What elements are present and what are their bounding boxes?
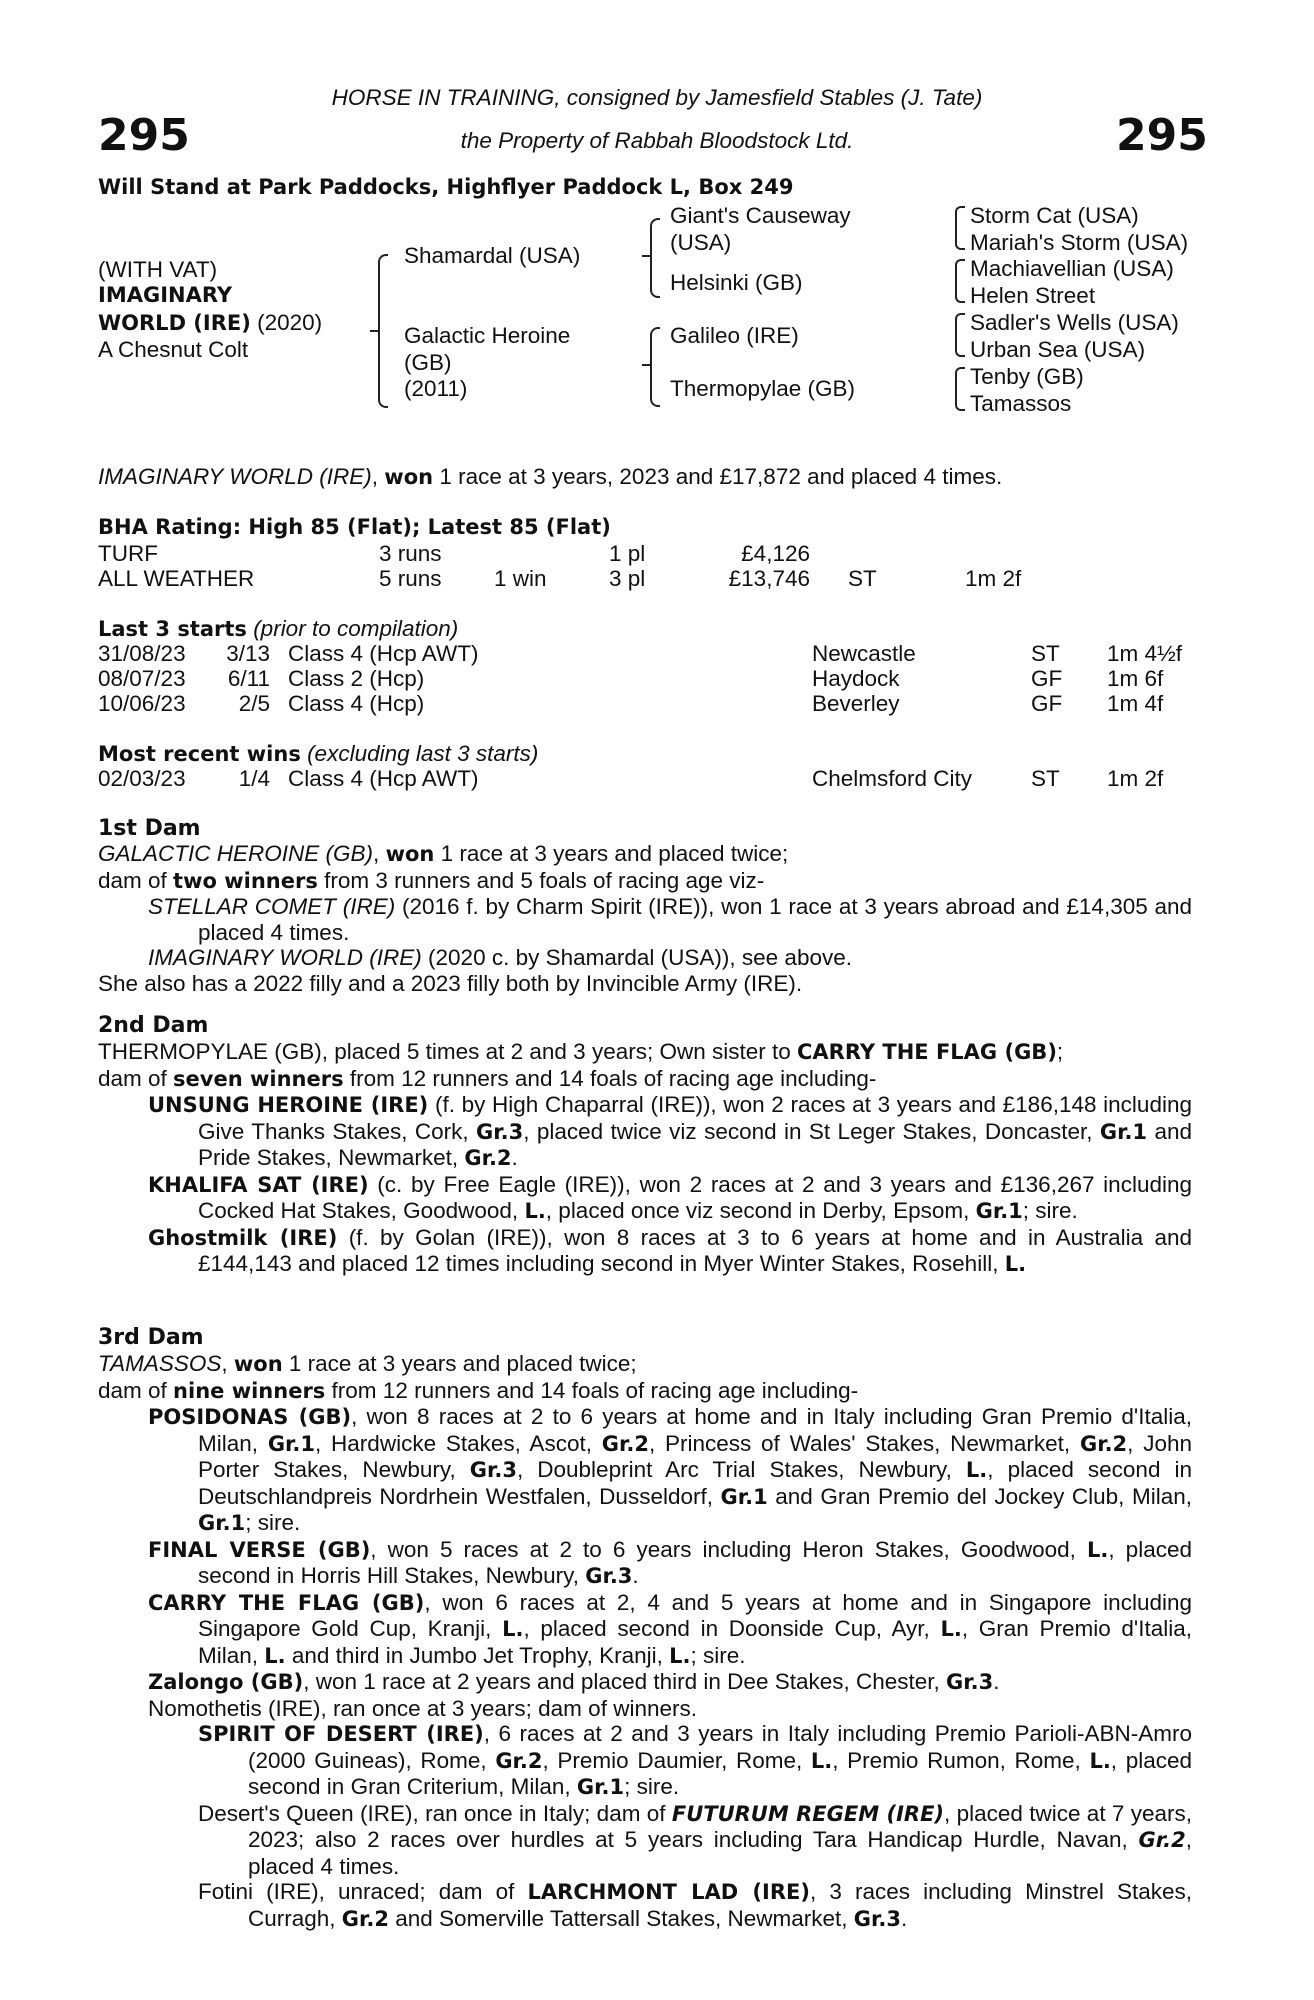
offspring-name: STELLAR COMET (IRE) bbox=[148, 894, 396, 919]
third-dam-offspring bbox=[98, 1669, 1192, 1696]
grade: L. bbox=[965, 1458, 988, 1482]
text: and Somerville Tattersall Stakes, Newmarket, bbox=[389, 1905, 854, 1931]
text: dam of bbox=[98, 1065, 174, 1091]
text: (f. by High Chaparral (IRE)), won 2 races at 3 years and £186,148 including Give Thanks Stakes, Cork, bbox=[198, 1092, 1192, 1144]
grade: L. bbox=[502, 1617, 524, 1641]
sire-dam: Helsinki (GB) bbox=[670, 270, 803, 295]
start-position: 2/5 bbox=[238, 691, 270, 716]
pedigree-brace-g3 bbox=[955, 313, 965, 357]
offspring-name: Ghostmilk (IRE) bbox=[148, 1225, 338, 1250]
third-dam-name: TAMASSOS bbox=[98, 1351, 222, 1376]
text: , placed twice at 7 years, 2023; also 2 races over hurdles at 5 years including Tara Handicap Hurdle, Navan, bbox=[248, 1800, 1192, 1852]
grade: Gr.3 bbox=[476, 1119, 524, 1144]
first-dam-rest: 1 race at 3 years and placed twice; bbox=[434, 841, 789, 866]
pedigree-brace-sire-tip bbox=[642, 255, 650, 257]
start-distance: 1m 6f bbox=[1107, 666, 1164, 691]
text: . bbox=[900, 1905, 908, 1931]
granddam-8: Tamassos bbox=[970, 391, 1072, 416]
text: , John Porter Stakes, Newbury, bbox=[198, 1430, 1192, 1482]
third-dam-winners: nine winners bbox=[173, 1378, 326, 1403]
bha-rating: BHA Rating: High 85 (Flat); Latest 85 (Flat) bbox=[98, 515, 611, 539]
third-dam-offspring: Nomothetis (IRE), ran once at 3 years; dam of winners. bbox=[148, 1695, 697, 1721]
first-dam-younger-stock: She also has a 2022 filly and a 2023 filly both by Invincible Army (IRE). bbox=[98, 970, 803, 996]
grade: Gr.1 bbox=[576, 1775, 625, 1799]
first-dam-offspring bbox=[98, 945, 1192, 971]
text: , won 1 race at 2 years and placed third in Dee Stakes, Chester, bbox=[303, 1669, 947, 1694]
vat-note: (WITH VAT) bbox=[98, 257, 218, 282]
grade: L. bbox=[1087, 1537, 1109, 1562]
grade: L. bbox=[1089, 1748, 1111, 1773]
second-dam-offspring bbox=[98, 1172, 1192, 1225]
offspring-record: (2016 f. by Charm Spirit (IRE)), won 1 race at 3 years abroad and £14,305 and placed 4 times. bbox=[198, 894, 1193, 945]
third-dam-produce bbox=[98, 1378, 1192, 1405]
first-dam-won: won bbox=[385, 842, 435, 866]
grade: Gr.1 bbox=[198, 1511, 246, 1535]
text: , Premio Daumier, Rome, bbox=[542, 1747, 811, 1773]
second-dam-winners: seven winners bbox=[173, 1066, 344, 1091]
text: , placed twice viz second in St Leger Stakes, Doncaster, bbox=[523, 1118, 1100, 1144]
grade: Gr.3 bbox=[946, 1670, 994, 1694]
text: ; sire. bbox=[1022, 1198, 1078, 1223]
offspring-record: (2020 c. by Shamardal (USA)), see above. bbox=[421, 945, 852, 970]
text: , Premio Rumon, Rome, bbox=[832, 1747, 1090, 1773]
grade: Gr.2 bbox=[464, 1146, 512, 1170]
lot-number-right: 295 bbox=[1116, 110, 1208, 161]
dam-name-line2: (GB) bbox=[404, 350, 452, 375]
text: , 6 races at 2 and 3 years in Italy including Premio Parioli-ABN-Amro (2000 Guineas), Rome, bbox=[248, 1721, 1192, 1773]
start-going: GF bbox=[1031, 691, 1063, 716]
offspring-name: LARCHMONT LAD (IRE) bbox=[527, 1880, 810, 1904]
race-summary: IMAGINARY WORLD (IRE), won 1 race at 3 years, 2023 and £17,872 and placed 4 times. bbox=[98, 464, 1003, 489]
text: from 12 runners and 14 foals of racing age including- bbox=[343, 1065, 877, 1091]
dam-dam: Thermopylae (GB) bbox=[670, 376, 856, 401]
first-dam-name: GALACTIC HEROINE (GB) bbox=[98, 841, 374, 866]
granddam-6: Urban Sea (USA) bbox=[970, 337, 1146, 362]
win-course: Chelmsford City bbox=[812, 766, 973, 791]
start-course: Beverley bbox=[812, 691, 900, 716]
second-dam-section bbox=[98, 1039, 1192, 1278]
second-dam-record bbox=[98, 1039, 1192, 1066]
text: , 3 races including Minstrel Stakes, Curragh, bbox=[248, 1879, 1193, 1931]
offspring-name: CARRY THE FLAG (GB) bbox=[148, 1590, 425, 1615]
horse-year: (2020) bbox=[250, 310, 323, 335]
start-position: 6/11 bbox=[227, 666, 270, 691]
pedigree-brace-g1 bbox=[955, 206, 965, 250]
first-dam-heading: 1st Dam bbox=[98, 816, 201, 841]
horse-name-line1: IMAGINARY bbox=[98, 283, 233, 307]
text: . bbox=[632, 1563, 639, 1588]
last-starts-title: Last 3 starts bbox=[98, 617, 247, 641]
record-prize: £4,126 bbox=[741, 541, 810, 566]
second-dam-offspring bbox=[98, 1092, 1192, 1172]
grade: Gr.2 bbox=[601, 1431, 649, 1456]
win-position: 1/4 bbox=[238, 766, 270, 791]
grade: L. bbox=[810, 1748, 833, 1773]
record-placed: 3 pl bbox=[609, 566, 646, 591]
offspring-name: FINAL VERSE (GB) bbox=[148, 1537, 371, 1562]
start-course: Haydock bbox=[812, 666, 900, 691]
text: , won 6 races at 2, 4 and 5 years at home and in Singapore including Singapore Gold Cup, Kranji, bbox=[198, 1589, 1192, 1641]
pedigree-brace-dam-tip bbox=[642, 364, 650, 366]
grand-offspring bbox=[98, 1721, 1192, 1801]
grade: Gr.2 bbox=[1079, 1431, 1128, 1456]
third-dam-offspring bbox=[98, 1590, 1192, 1670]
start-date: 31/08/23 bbox=[98, 641, 186, 666]
text: , placed second in Horris Hill Stakes, Newbury, bbox=[198, 1536, 1192, 1588]
text: ; sire. bbox=[624, 1774, 680, 1799]
first-dam-offspring bbox=[98, 894, 1192, 945]
third-dam-offspring bbox=[98, 1537, 1192, 1590]
sire-sire-line1: Giant's Causeway bbox=[670, 203, 851, 228]
text: dam of bbox=[98, 1377, 174, 1403]
summary-rest: 1 race at 3 years, 2023 and £17,872 and placed 4 times. bbox=[433, 464, 1003, 489]
third-dam-offspring bbox=[98, 1404, 1192, 1537]
summary-won: won bbox=[384, 465, 434, 489]
first-dam-winners: two winners bbox=[173, 868, 318, 893]
third-dam-record bbox=[98, 1351, 1192, 1378]
property-line: the Property of Rabbah Bloodstock Ltd. bbox=[460, 128, 854, 153]
text: . bbox=[511, 1145, 518, 1170]
win-distance: 1m 2f bbox=[1107, 766, 1164, 791]
third-dam-section bbox=[98, 1351, 1192, 1932]
text: from 12 runners and 14 foals of racing age including- bbox=[325, 1377, 859, 1403]
lot-number-left: 295 bbox=[98, 110, 190, 161]
grandsire-1: Storm Cat (USA) bbox=[970, 203, 1139, 228]
recent-wins-title: Most recent wins bbox=[98, 742, 301, 766]
start-class: Class 2 (Hcp) bbox=[288, 666, 425, 691]
start-date: 10/06/23 bbox=[98, 691, 186, 716]
text: , placed second in Gran Criterium, Milan, bbox=[248, 1747, 1192, 1799]
text: , won 8 races at 2 to 6 years at home and in Italy including Gran Premio d'Italia, Milan, bbox=[198, 1404, 1192, 1456]
grade: L. bbox=[669, 1643, 691, 1668]
granddam-4: Helen Street bbox=[970, 283, 1096, 308]
pedigree-brace-g4 bbox=[955, 367, 965, 411]
offspring-name: POSIDONAS (GB) bbox=[148, 1405, 352, 1429]
granddam-2: Mariah's Storm (USA) bbox=[970, 230, 1189, 255]
record-runs: 5 runs bbox=[379, 566, 442, 591]
text: and Gran Premio del Jockey Club, Milan, bbox=[767, 1483, 1192, 1509]
stand-location: Will Stand at Park Paddocks, Highflyer Paddock L, Box 249 bbox=[98, 175, 794, 199]
record-placed: 1 pl bbox=[609, 541, 646, 566]
dam-sire: Galileo (IRE) bbox=[670, 323, 799, 348]
start-class: Class 4 (Hcp) bbox=[288, 691, 425, 716]
offspring-name: IMAGINARY WORLD (IRE) bbox=[148, 945, 422, 970]
second-dam-heading: 2nd Dam bbox=[98, 1013, 209, 1038]
offspring-name: SPIRIT OF DESERT (IRE) bbox=[198, 1722, 484, 1746]
grade: Gr.3 bbox=[585, 1564, 633, 1588]
text: , Doubleprint Arc Trial Stakes, Newbury, bbox=[516, 1457, 966, 1482]
text: Fotini (IRE), unraced; dam of bbox=[198, 1879, 528, 1904]
grade: L. bbox=[940, 1617, 962, 1641]
grade: Gr.3 bbox=[853, 1906, 901, 1931]
grade: Gr.1 bbox=[975, 1199, 1023, 1223]
text: , placed once viz second in Derby, Epsom, bbox=[545, 1198, 976, 1223]
last-starts-note: (prior to compilation) bbox=[246, 616, 459, 641]
text: , bbox=[221, 1351, 234, 1376]
text: , Gran Premio d'Italia, Milan, bbox=[198, 1616, 1192, 1668]
start-going: GF bbox=[1031, 666, 1063, 691]
record-surface: ALL WEATHER bbox=[98, 566, 255, 591]
text: . bbox=[993, 1669, 1000, 1694]
record-prize: £13,746 bbox=[728, 566, 810, 591]
record-going: ST bbox=[848, 566, 877, 591]
text: THERMOPYLAE (GB), placed 5 times at 2 and 3 years; Own sister to bbox=[98, 1039, 798, 1064]
grand-offspring bbox=[98, 1801, 1192, 1880]
third-dam-won: won bbox=[233, 1352, 283, 1376]
grade: Gr.2 bbox=[495, 1748, 543, 1773]
grade: Gr.1 bbox=[267, 1431, 316, 1456]
text: and Pride Stakes, Newmarket, bbox=[198, 1118, 1192, 1170]
pedigree-brace-main bbox=[378, 254, 388, 408]
horse-description: A Chesnut Colt bbox=[98, 337, 249, 362]
start-date: 08/07/23 bbox=[98, 666, 186, 691]
text: , placed second in Deutschlandpreis Nordrhein Westfalen, Dusseldorf, bbox=[198, 1457, 1192, 1509]
summary-horse-name: IMAGINARY WORLD (IRE) bbox=[98, 464, 372, 489]
record-wins: 1 win bbox=[494, 566, 547, 591]
text: , Hardwicke Stakes, Ascot, bbox=[315, 1430, 602, 1456]
record-runs: 3 runs bbox=[379, 541, 442, 566]
sister-name: CARRY THE FLAG (GB) bbox=[797, 1040, 1057, 1064]
grade: Gr.2 bbox=[341, 1906, 389, 1931]
text: , Princess of Wales' Stakes, Newmarket, bbox=[648, 1430, 1080, 1456]
dam-name-line1: Galactic Heroine bbox=[404, 323, 571, 348]
pedigree-brace-g2 bbox=[955, 259, 965, 303]
start-distance: 1m 4f bbox=[1107, 691, 1164, 716]
second-dam-produce bbox=[98, 1066, 1192, 1093]
offspring-name: FUTURUM REGEM (IRE) bbox=[671, 1801, 945, 1826]
pedigree-brace-sire bbox=[650, 218, 660, 298]
offspring-name: Zalongo (GB) bbox=[148, 1670, 304, 1694]
dam-name-line3: (2011) bbox=[404, 376, 468, 401]
pedigree-brace-dam bbox=[650, 327, 660, 407]
start-position: 3/13 bbox=[226, 641, 270, 666]
text: (c. by Free Eagle (IRE)), won 2 races at 2 and 3 years and £136,267 including Cocked Hat Stakes, Goodwood, bbox=[198, 1171, 1192, 1223]
grandsire-5: Sadler's Wells (USA) bbox=[970, 310, 1179, 335]
text: ; sire. bbox=[690, 1642, 746, 1668]
grade: L. bbox=[264, 1643, 286, 1668]
win-date: 02/03/23 bbox=[98, 766, 186, 791]
sire-sire-line2: (USA) bbox=[670, 230, 732, 255]
start-distance: 1m 4½f bbox=[1107, 641, 1183, 666]
grandsire-3: Machiavellian (USA) bbox=[970, 256, 1174, 281]
text: Desert's Queen (IRE), ran once in Italy; dam of bbox=[198, 1800, 672, 1826]
text: , won 5 races at 2 to 6 years including Heron Stakes, Goodwood, bbox=[370, 1536, 1087, 1562]
grade: Gr.1 bbox=[1099, 1119, 1148, 1144]
text: , placed 4 times. bbox=[248, 1827, 1192, 1879]
sire-name: Shamardal (USA) bbox=[404, 243, 581, 268]
horse-name-line2 bbox=[98, 310, 322, 336]
start-course: Newcastle bbox=[812, 641, 916, 666]
consignor-line: HORSE IN TRAINING, consigned by Jamesfield Stables (J. Tate) bbox=[331, 85, 983, 110]
text: , placed second in Doonside Cup, Ayr, bbox=[523, 1616, 941, 1641]
record-distance: 1m 2f bbox=[965, 566, 1022, 591]
text: ; bbox=[1056, 1039, 1064, 1064]
recent-wins-note: (excluding last 3 starts) bbox=[300, 741, 539, 766]
grade: L. bbox=[524, 1199, 546, 1223]
first-dam-produce bbox=[98, 868, 1192, 895]
text: dam of bbox=[98, 867, 174, 893]
start-going: ST bbox=[1031, 641, 1060, 666]
grade: Gr.2 bbox=[1138, 1828, 1186, 1852]
grand-offspring bbox=[98, 1879, 1192, 1932]
start-class: Class 4 (Hcp AWT) bbox=[288, 641, 479, 666]
third-dam-heading: 3rd Dam bbox=[98, 1325, 204, 1350]
horse-name-text: WORLD (IRE) bbox=[98, 311, 251, 335]
second-dam-offspring bbox=[98, 1225, 1192, 1278]
text: and third in Jumbo Jet Trophy, Kranji, bbox=[285, 1642, 670, 1668]
text: from 3 runners and 5 foals of racing age viz- bbox=[317, 867, 765, 893]
recent-wins-heading bbox=[98, 741, 538, 767]
win-class: Class 4 (Hcp AWT) bbox=[288, 766, 479, 791]
offspring-name: KHALIFA SAT (IRE) bbox=[148, 1172, 369, 1197]
grade: Gr.1 bbox=[720, 1484, 768, 1509]
text: (f. by Golan (IRE)), won 8 races at 3 to 6 years at home and in Australia and £144,143 and placed 12 times including second in Myer Winter Stakes, Rosehill, bbox=[198, 1224, 1192, 1276]
pedigree-brace-main-tip bbox=[370, 330, 378, 332]
win-going: ST bbox=[1031, 766, 1060, 791]
first-dam-record: GALACTIC HEROINE (GB), won 1 race at 3 years and placed twice; bbox=[98, 841, 789, 866]
text: ; sire. bbox=[245, 1510, 301, 1535]
grade: L. bbox=[1004, 1252, 1027, 1276]
offspring-name: UNSUNG HEROINE (IRE) bbox=[148, 1093, 429, 1117]
record-surface: TURF bbox=[98, 541, 158, 566]
first-dam-section bbox=[98, 841, 1192, 996]
grade: Gr.3 bbox=[469, 1458, 517, 1482]
grandsire-7: Tenby (GB) bbox=[970, 364, 1084, 389]
last-starts-heading bbox=[98, 616, 458, 642]
text: 1 race at 3 years and placed twice; bbox=[282, 1351, 637, 1376]
